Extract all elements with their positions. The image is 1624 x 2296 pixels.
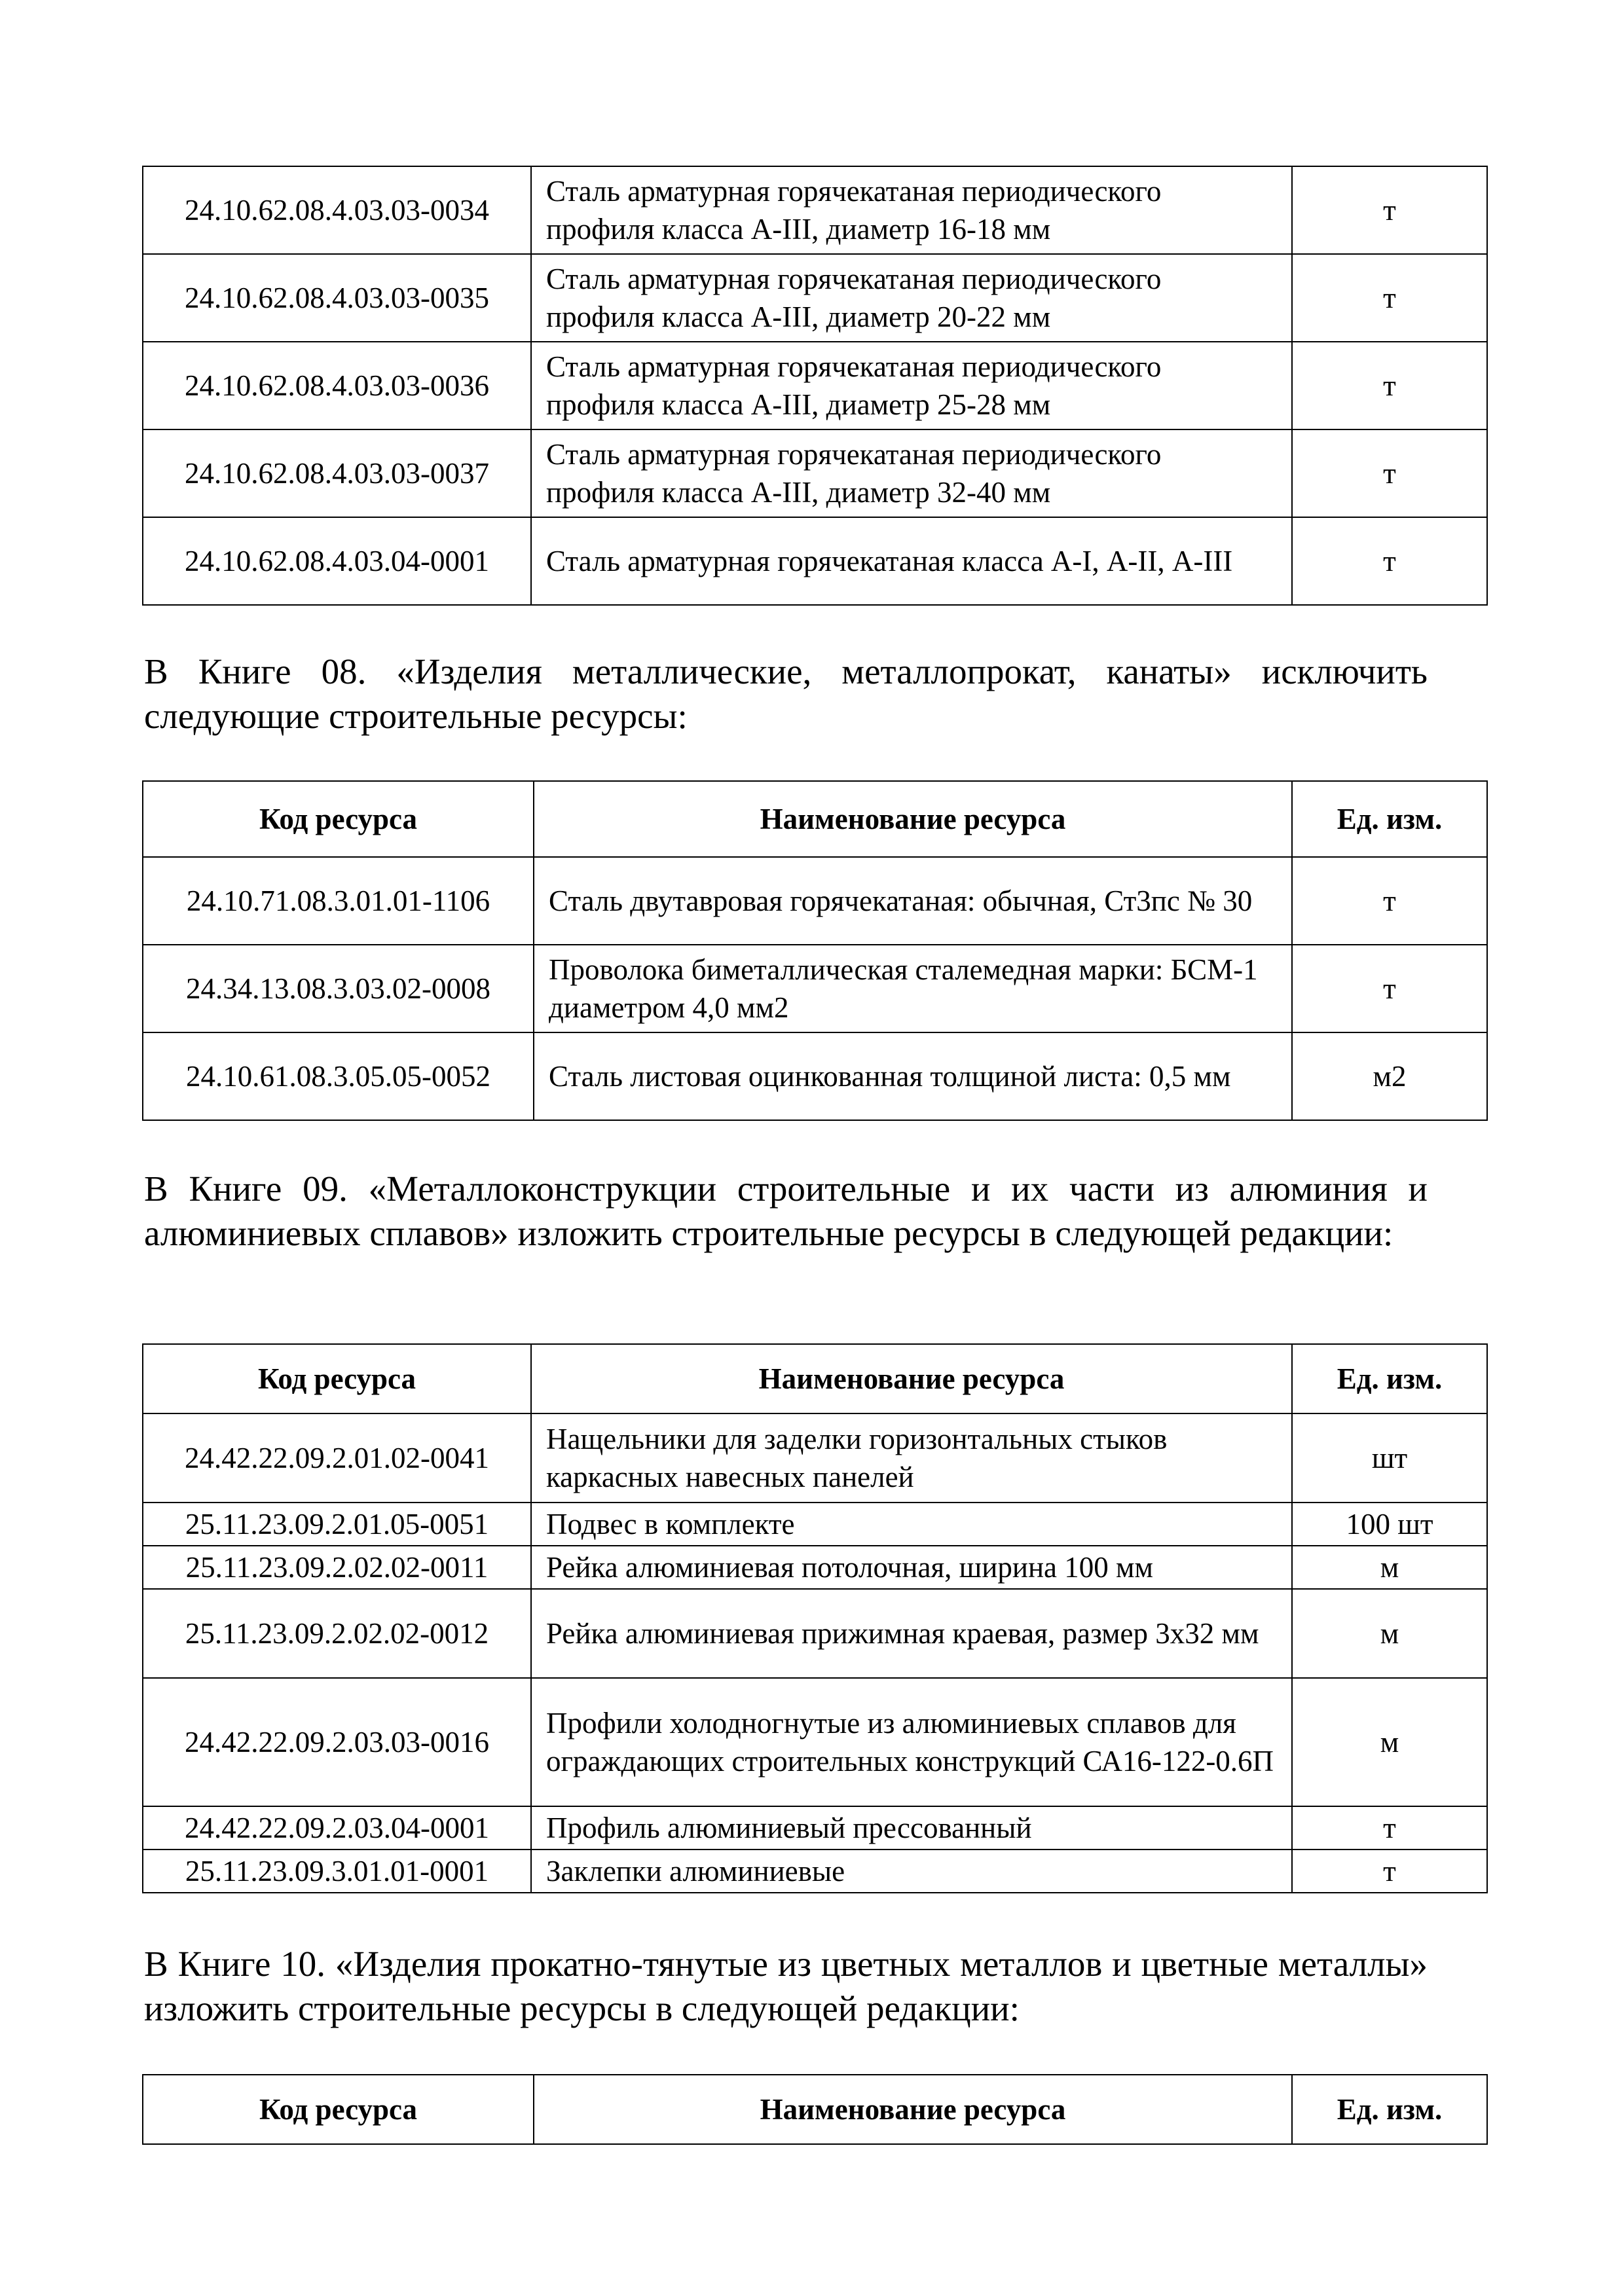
resource-code: 24.10.62.08.4.03.03-0034 [143,166,531,254]
resource-unit: м [1292,1546,1487,1589]
header-unit: Ед. изм. [1292,1344,1487,1413]
table-row [143,254,1487,342]
table-row [143,857,1487,945]
table-row [143,1806,1487,1850]
resource-name: Нащельники для заделки горизонтальных стыков каркасных навесных панелей [531,1413,1292,1503]
resource-name: Подвес в комплекте [531,1503,1292,1546]
resource-code: 24.42.22.09.2.01.02-0041 [143,1413,531,1503]
resource-unit: т [1292,1850,1487,1893]
resource-code: 24.10.62.08.4.03.04-0001 [143,517,531,605]
resource-unit: т [1292,429,1487,517]
resource-code: 25.11.23.09.2.02.02-0012 [143,1589,531,1678]
resource-name: Сталь арматурная горячекатаная периодического профиля класса А-III, диаметр 25-28 мм [531,342,1292,429]
resource-unit: т [1292,857,1487,945]
resource-unit: т [1292,1806,1487,1850]
header-name: Наименование ресурса [534,781,1292,857]
resource-code: 25.11.23.09.2.02.02-0011 [143,1546,531,1589]
table-row [143,429,1487,517]
section-09-table [142,1343,1488,1893]
resource-name: Профиль алюминиевый прессованный [531,1806,1292,1850]
table-row [143,1589,1487,1678]
resource-name: Заклепки алюминиевые [531,1850,1292,1893]
resource-unit: м [1292,1678,1487,1806]
resource-unit: т [1292,517,1487,605]
resource-name: Сталь листовая оцинкованная толщиной листа: 0,5 мм [534,1032,1292,1120]
header-code: Код ресурса [143,781,534,857]
resource-code: 24.42.22.09.2.03.04-0001 [143,1806,531,1850]
section-10-paragraph: В Книге 10. «Изделия прокатно-тянутые из цветных металлов и цветные металлы» изложить строительные ресурсы в следующей редакции: [144,1944,1428,2028]
resource-name: Сталь двутавровая горячекатаная: обычная, Ст3пс № 30 [534,857,1292,945]
table-row [143,342,1487,429]
resource-code: 24.34.13.08.3.03.02-0008 [143,945,534,1032]
resource-unit: т [1292,945,1487,1032]
resource-name: Сталь арматурная горячекатаная периодического профиля класса А-III, диаметр 16-18 мм [531,166,1292,254]
table-row [143,166,1487,254]
header-name: Наименование ресурса [534,2075,1292,2144]
table-row [143,1678,1487,1806]
header-unit: Ед. изм. [1292,781,1487,857]
section-10-table [142,2074,1488,2145]
resource-code: 24.10.71.08.3.01.01-1106 [143,857,534,945]
resource-code: 24.42.22.09.2.03.03-0016 [143,1678,531,1806]
header-code: Код ресурса [143,1344,531,1413]
section-08-table [142,780,1488,1121]
table-row [143,1032,1487,1120]
table-header-row [143,2075,1487,2144]
resource-code: 24.10.62.08.4.03.03-0035 [143,254,531,342]
resource-code: 25.11.23.09.3.01.01-0001 [143,1850,531,1893]
resource-code: 24.10.62.08.4.03.03-0037 [143,429,531,517]
resource-code: 25.11.23.09.2.01.05-0051 [143,1503,531,1546]
resource-unit: 100 шт [1292,1503,1487,1546]
resource-unit: м [1292,1589,1487,1678]
resource-unit: т [1292,254,1487,342]
resource-name: Сталь арматурная горячекатаная класса А-I, А-II, А-III [531,517,1292,605]
table-row [143,1413,1487,1503]
resource-name: Рейка алюминиевая потолочная, ширина 100 мм [531,1546,1292,1589]
resource-name: Рейка алюминиевая прижимная краевая, размер 3х32 мм [531,1589,1292,1678]
resource-name: Профили холодногнутые из алюминиевых сплавов для ограждающих строительных конструкций СА16-122-0.6П [531,1678,1292,1806]
resource-unit: т [1292,166,1487,254]
table-row [143,1503,1487,1546]
header-name: Наименование ресурса [531,1344,1292,1413]
header-code: Код ресурса [143,2075,534,2144]
table-row [143,1850,1487,1893]
table-row [143,517,1487,605]
resource-code: 24.10.62.08.4.03.03-0036 [143,342,531,429]
resource-unit: м2 [1292,1032,1487,1120]
section-08-paragraph: В Книге 08. «Изделия металлические, металлопрокат, канаты» исключить следующие строительные ресурсы: [144,651,1428,736]
resource-unit: т [1292,342,1487,429]
resource-code: 24.10.61.08.3.05.05-0052 [143,1032,534,1120]
table-header-row [143,1344,1487,1413]
table-header-row [143,781,1487,857]
resource-name: Сталь арматурная горячекатаная периодического профиля класса А-III, диаметр 20-22 мм [531,254,1292,342]
resource-name: Сталь арматурная горячекатаная периодического профиля класса А-III, диаметр 32-40 мм [531,429,1292,517]
resource-unit: шт [1292,1413,1487,1503]
table-row [143,1546,1487,1589]
header-unit: Ед. изм. [1292,2075,1487,2144]
section-09-paragraph: В Книге 09. «Металлоконструкции строительные и их части из алюминия и алюминиевых сплавов» изложить строительные ресурсы в следующей редакции: [144,1169,1428,1253]
resource-name: Проволока биметаллическая сталемедная марки: БСМ-1 диаметром 4,0 мм2 [534,945,1292,1032]
table-row [143,945,1487,1032]
continued-resource-table [142,166,1488,606]
